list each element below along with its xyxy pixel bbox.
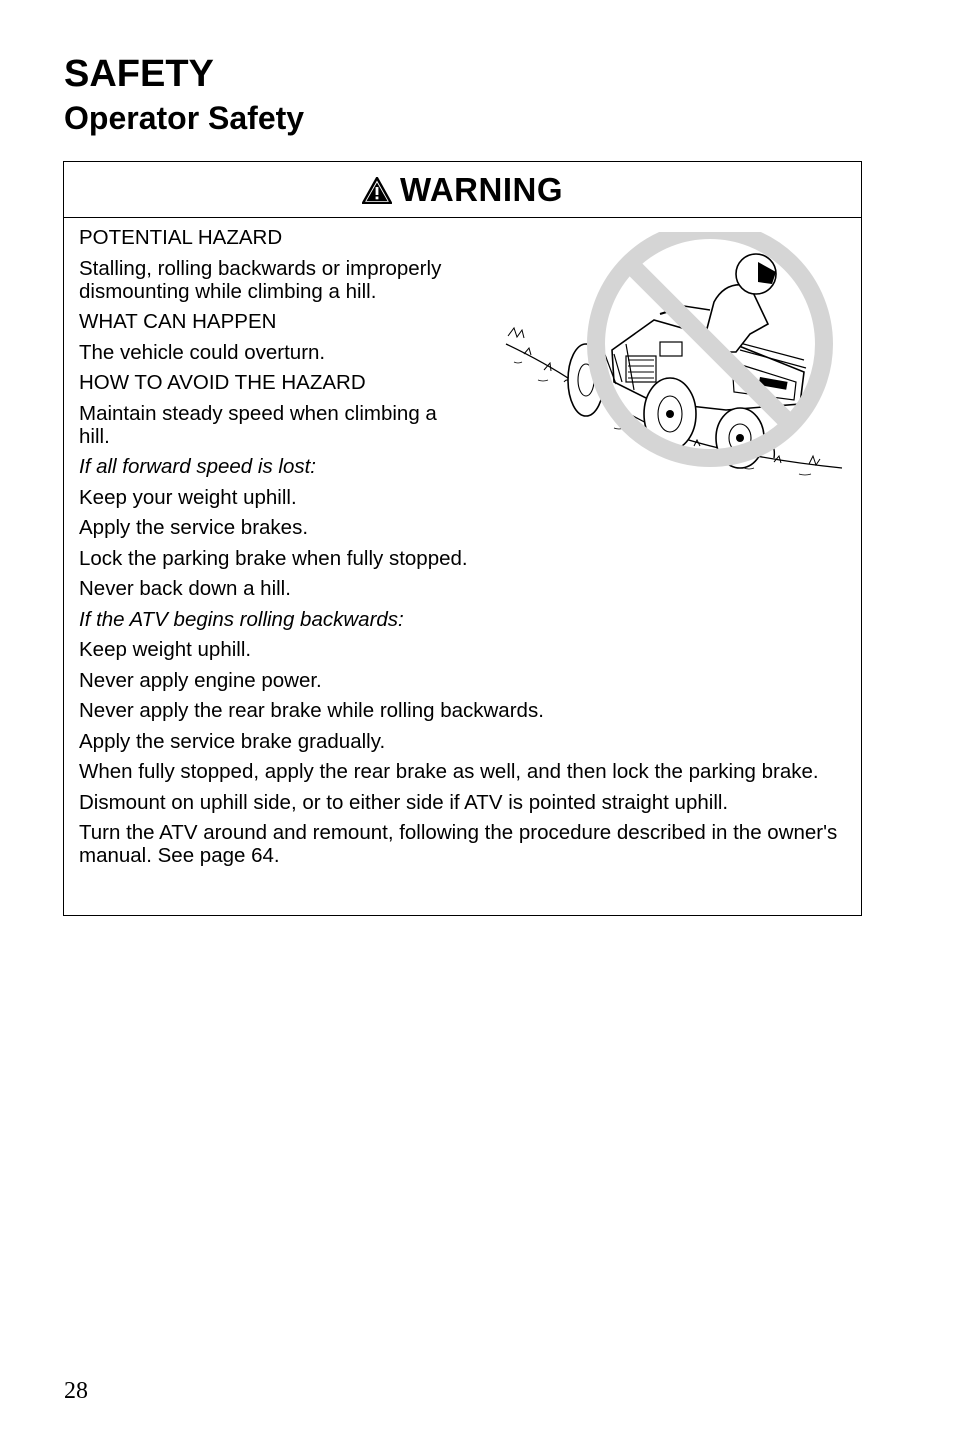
- warning-title: WARNING: [400, 170, 563, 208]
- instruction-line: Apply the service brake gradually.: [79, 729, 386, 753]
- instruction-line: Apply the service brakes.: [79, 516, 309, 539]
- instruction-line: Never apply engine power.: [79, 668, 322, 692]
- instruction-line: Turn the ATV around and remount, following the procedure described in the owner's manual. See page 64.: [79, 821, 838, 867]
- instruction-line: Keep weight uphill.: [79, 638, 252, 661]
- hazard-text: Stalling, rolling backwards or improperly dismounting while climbing a hill.: [79, 256, 442, 303]
- instruction-line: Dismount on uphill side, or to either side if ATV is pointed straight uphill.: [79, 790, 729, 814]
- instruction-line: Never apply the rear brake while rolling backwards.: [79, 699, 544, 722]
- page-number: 28: [64, 1378, 88, 1404]
- warning-triangle-icon: [362, 177, 392, 204]
- instruction-line: When fully stopped, apply the rear brake as well, and then lock the parking brake.: [79, 760, 819, 783]
- consequence-text: The vehicle could overturn.: [79, 340, 326, 364]
- warning-body: [64, 218, 861, 867]
- consequence-heading: WHAT CAN HAPPEN: [79, 310, 277, 333]
- hazard-heading: POTENTIAL HAZARD: [79, 226, 283, 249]
- warning-box: [63, 161, 862, 916]
- instruction-line: Never back down a hill.: [79, 577, 291, 600]
- instruction-line: Lock the parking brake when fully stopped.: [79, 546, 468, 570]
- avoidance-heading: HOW TO AVOID THE HAZARD: [79, 371, 366, 394]
- atv-on-hill-prohibited-illustration: [504, 232, 844, 484]
- instruction-subheading: If the ATV begins rolling backwards:: [79, 607, 404, 631]
- section-title: SAFETY: [64, 53, 214, 95]
- instruction-line: Maintain steady speed when climbing a hill.: [79, 401, 437, 448]
- subsection-title: Operator Safety: [64, 100, 305, 136]
- instruction-subheading: If all forward speed is lost:: [79, 455, 316, 478]
- warning-header: [64, 162, 861, 218]
- instruction-line: Keep your weight uphill.: [79, 485, 297, 509]
